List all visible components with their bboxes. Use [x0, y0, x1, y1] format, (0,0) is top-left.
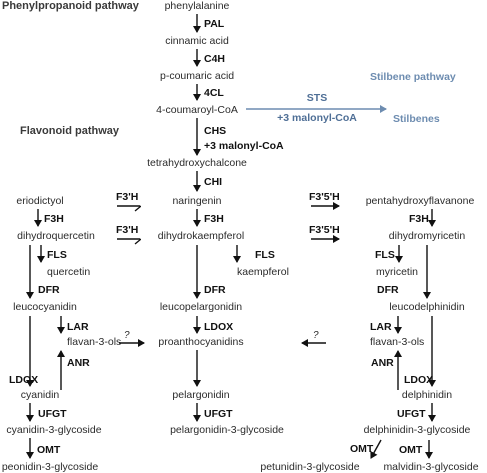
compound-petunidin-3-glycoside: petunidin-3-glycoside [260, 461, 360, 473]
compound-leucocyanidin: leucocyanidin [13, 301, 77, 313]
enzyme-lar-left: LAR [67, 321, 89, 333]
phenylpropanoid-heading: Phenylpropanoid pathway [2, 0, 139, 12]
compound-cinnamic-acid: cinnamic acid [165, 35, 229, 47]
enzyme-fls-mid: FLS [255, 249, 275, 261]
compound-malvidin-3-glycoside: malvidin-3-glycoside [383, 461, 479, 473]
compound-delphinidin: delphinidin [401, 389, 453, 401]
enzyme-f3h-right: F3H [409, 213, 429, 225]
compound-stilbenes: Stilbenes [393, 113, 440, 125]
compound-delphinidin-3-glycoside: delphinidin-3-glycoside [363, 424, 471, 436]
question-mark-left: ? [124, 330, 130, 341]
enzyme-f35h-bottom: F3'5'H [309, 224, 340, 236]
enzyme-anr-left: ANR [67, 357, 90, 369]
enzyme-fls-left: FLS [47, 249, 67, 261]
compound-coumaric-acid [160, 70, 234, 82]
enzyme-pal: PAL [204, 18, 225, 30]
compound-pentahydroxyflavanone: pentahydroxyflavanone [365, 195, 475, 207]
enzyme-dfr-right: DFR [377, 284, 399, 296]
enzyme-ldox-mid: LDOX [204, 321, 234, 333]
enzyme-omt-left: OMT [37, 444, 61, 456]
compound-myricetin: myricetin [376, 266, 419, 278]
compound-flavan-3-ols-right: flavan-3-ols [370, 336, 425, 348]
compound-flavan-3-ols-left: flavan-3-ols [67, 336, 122, 348]
compound-peonidin-3-glycoside: peonidin-3-glycoside [1, 461, 99, 473]
enzyme-f3h-mid: F3H [204, 213, 224, 225]
enzyme-lar-right: LAR [370, 321, 392, 333]
enzyme-f3h-left: F3H [44, 213, 64, 225]
compound-tetrahydroxychalcone: tetrahydroxychalcone [147, 157, 247, 169]
sts-cofactor: +3 malonyl-CoA [277, 112, 357, 124]
enzyme-f35h-top: F3'5'H [309, 191, 340, 203]
enzyme-omt-right-a: OMT [350, 443, 374, 455]
enzyme-dfr-left: DFR [38, 284, 60, 296]
compound-pelargonidin-3-glycoside: pelargonidin-3-glycoside [170, 424, 284, 436]
enzyme-ldox-right: LDOX [404, 374, 434, 386]
compound-leucopelargonidin: leucopelargonidin [159, 301, 243, 313]
chs-cofactor: +3 malonyl-CoA [204, 140, 284, 152]
enzyme-f3h-prime-top: F3'H [116, 191, 139, 203]
enzyme-chs: CHS [204, 125, 227, 137]
p-prefix: p [160, 70, 166, 82]
compound-eriodictyol: eriodictyol [16, 195, 64, 207]
enzyme-sts: STS [306, 92, 328, 104]
enzyme-omt-right-b: OMT [399, 444, 423, 456]
enzyme-chi: CHI [204, 176, 223, 188]
compound-naringenin: naringenin [172, 195, 222, 207]
enzyme-ufgt-left: UFGT [38, 408, 67, 420]
compound-proanthocyanidins: proanthocyanidins [158, 336, 244, 348]
compound-leucodelphinidin: leucodelphinidin [389, 301, 465, 313]
compound-kaempferol: kaempferol [237, 266, 289, 278]
enzyme-ldox-left: LDOX [9, 374, 39, 386]
enzyme-4cl: 4CL [204, 87, 224, 99]
compound-4-coumaroyl-coa: 4-coumaroyl-CoA [156, 104, 238, 116]
question-mark-right: ? [313, 330, 319, 341]
stilbene-heading: Stilbene pathway [370, 71, 456, 83]
coumaric-acid-suffix: -coumaric acid [165, 70, 235, 82]
enzyme-fls-right: FLS [375, 249, 395, 261]
enzyme-anr-right: ANR [371, 357, 394, 369]
enzyme-c4h: C4H [204, 53, 226, 65]
compound-cyanidin-3-glycoside: cyanidin-3-glycoside [6, 424, 102, 436]
compound-dihydroquercetin: dihydroquercetin [17, 230, 95, 242]
compound-cyanidin: cyanidin [20, 389, 60, 401]
enzyme-ufgt-mid: UFGT [204, 408, 233, 420]
compound-dihydromyricetin: dihydromyricetin [388, 230, 466, 242]
enzyme-dfr-mid: DFR [204, 284, 226, 296]
compound-phenylalanine: phenylalanine [164, 0, 230, 12]
enzyme-ufgt-right: UFGT [397, 408, 426, 420]
enzyme-f3h-prime-bottom: F3'H [116, 224, 139, 236]
compound-dihydrokaempferol: dihydrokaempferol [157, 230, 245, 242]
compound-quercetin: quercetin [47, 266, 91, 278]
compound-pelargonidin: pelargonidin [172, 389, 230, 401]
flavonoid-heading: Flavonoid pathway [20, 125, 120, 137]
